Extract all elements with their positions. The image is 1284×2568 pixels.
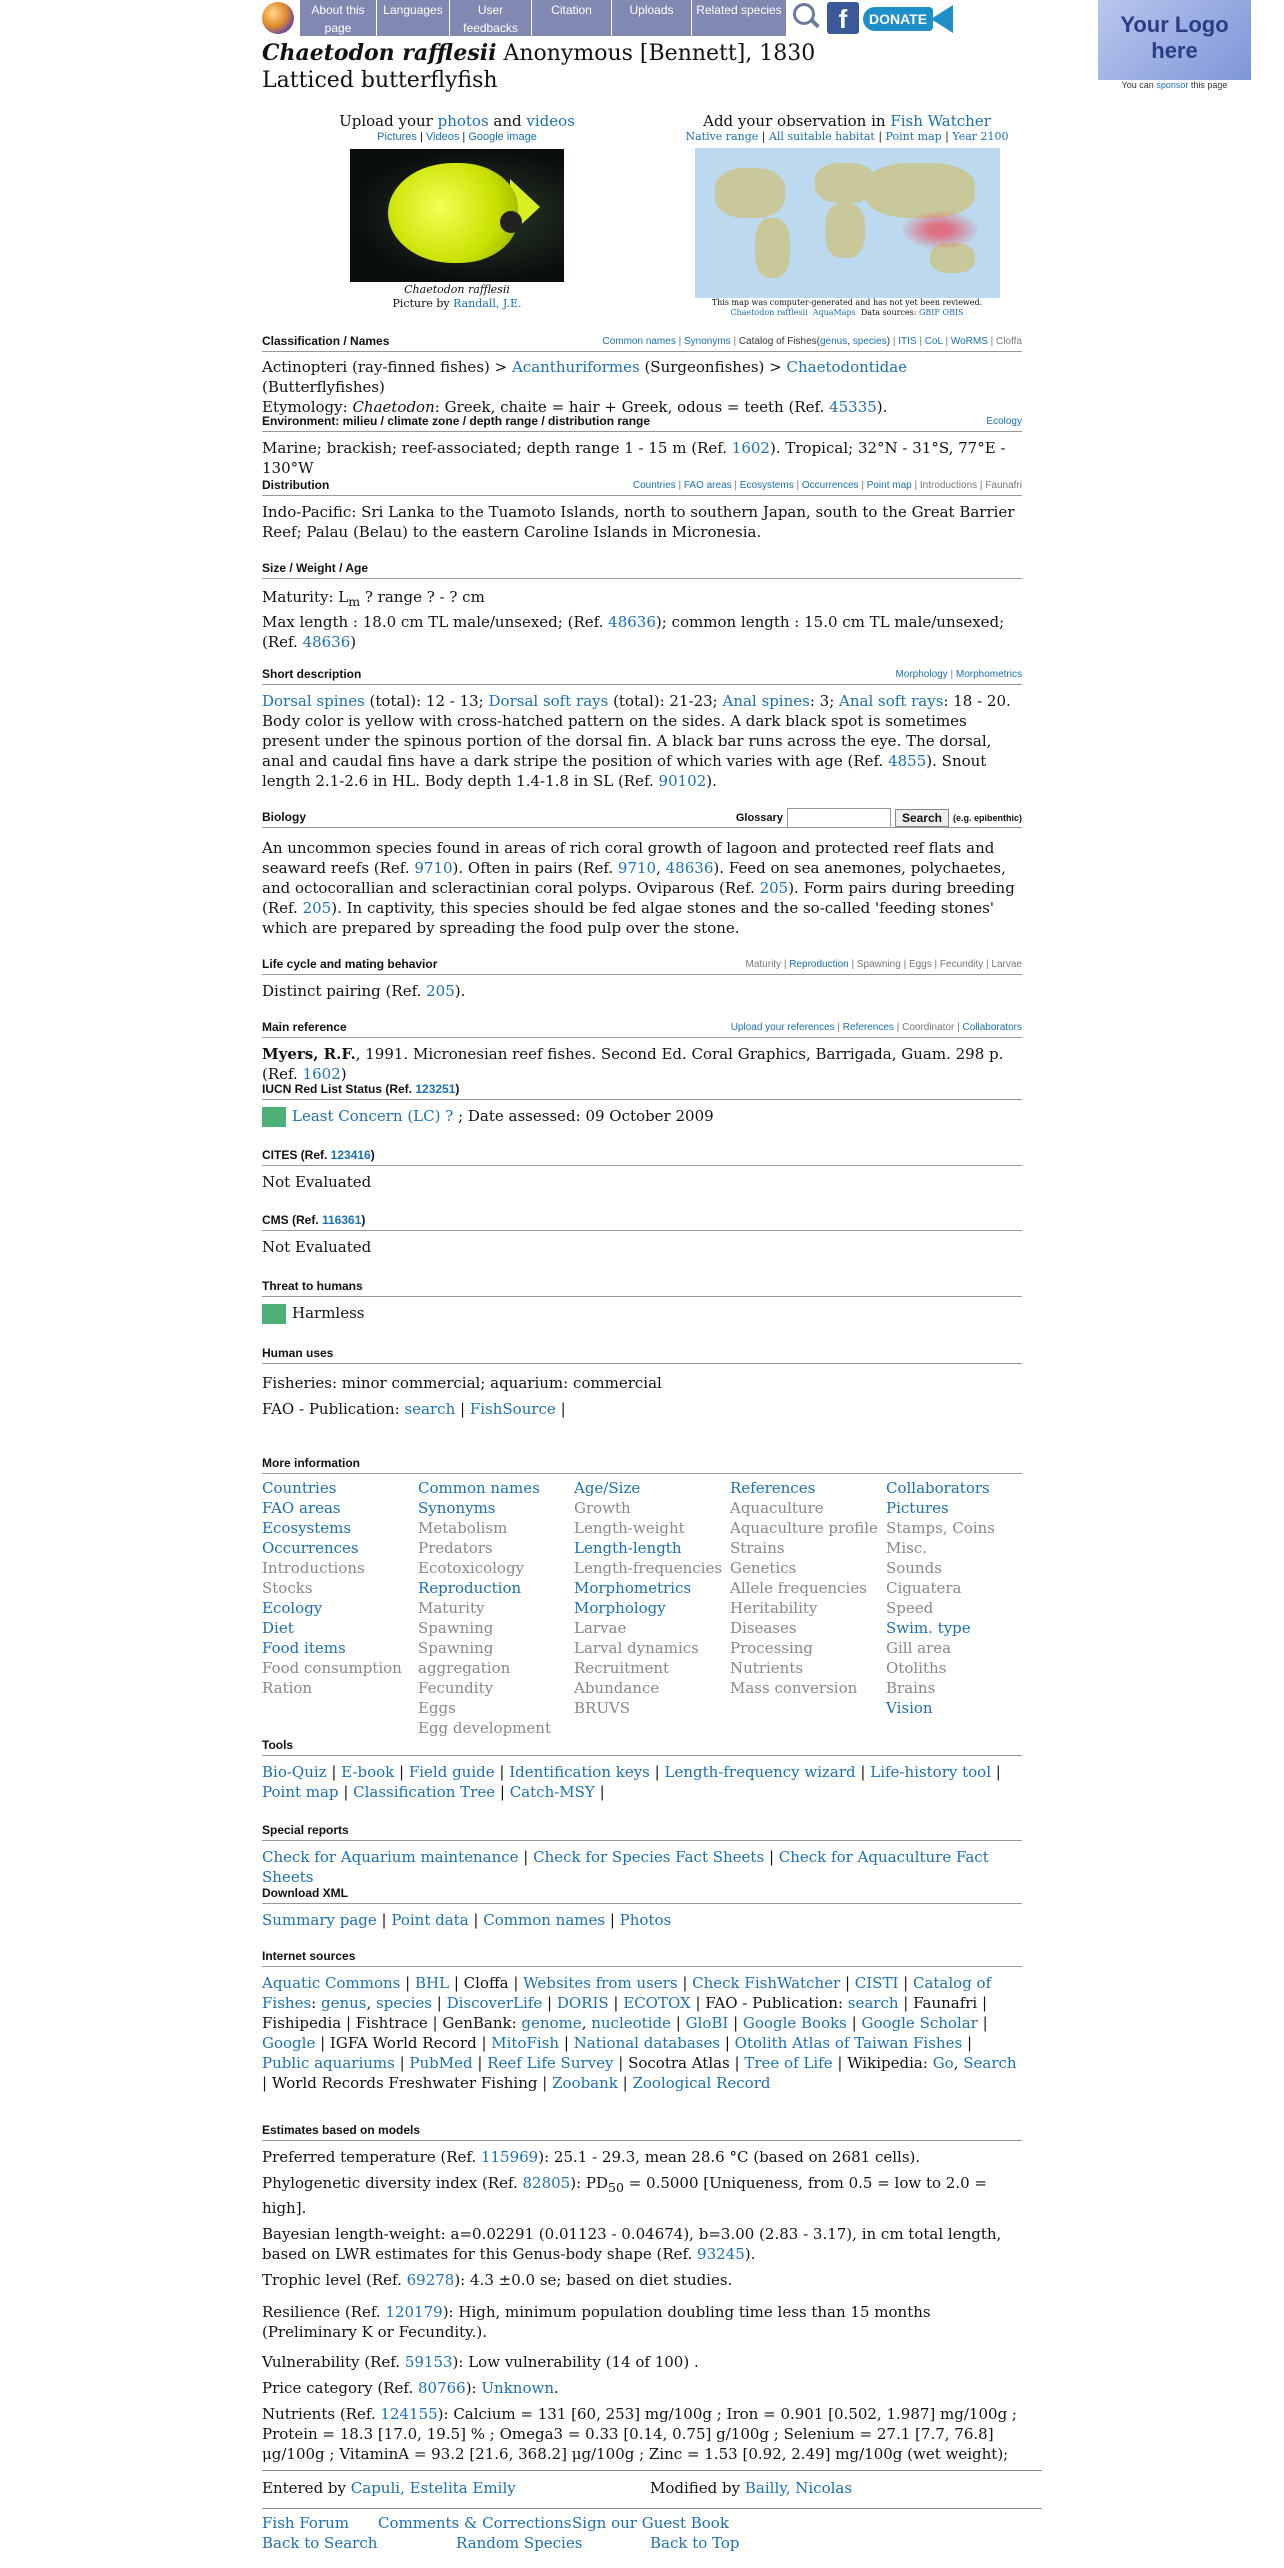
source-link[interactable]: nucleotide xyxy=(591,2014,671,2032)
source-link[interactable]: Reef Life Survey xyxy=(487,2054,614,2072)
aquamaps-species-link[interactable]: Chaetodon rafflesii xyxy=(730,308,808,317)
threat-section: Threat to humans Harmless xyxy=(262,1279,1022,1324)
gbif-link[interactable]: GBIF xyxy=(919,308,940,317)
tool-link[interactable]: Length-frequency wizard xyxy=(664,1763,856,1781)
more-info-item: Larval dynamics xyxy=(574,1639,699,1657)
more-info-link[interactable]: Morphology xyxy=(574,1599,666,1617)
ref-link[interactable]: 1602 xyxy=(731,439,770,457)
source-link[interactable]: Search xyxy=(963,2054,1017,2072)
source-link[interactable]: Google Books xyxy=(742,2014,847,2032)
ref-link[interactable]: 123251 xyxy=(415,1082,456,1096)
more-info-item: Stocks xyxy=(262,1579,313,1597)
more-info-item: Aquaculture xyxy=(730,1499,824,1517)
common-names-link[interactable]: Common names xyxy=(602,336,676,347)
itis-link[interactable]: ITIS xyxy=(898,336,917,347)
obis-link[interactable]: OBIS xyxy=(942,308,964,317)
anal-spines-link[interactable]: Anal spines xyxy=(722,692,810,710)
more-info-column xyxy=(574,1478,730,1738)
xml-point-data-link[interactable]: Point data xyxy=(391,1911,469,1929)
more-info-item: Spawning xyxy=(418,1639,494,1657)
source-link[interactable]: ECOTOX xyxy=(623,1994,691,2012)
upload-panel: Upload your photos and videos Pictures | Videos | Google image Chaetodon rafflesii Picture by Randall, J.E. xyxy=(262,112,652,311)
source-link[interactable]: Go xyxy=(932,2054,954,2072)
source-link[interactable]: CISTI xyxy=(854,1974,899,1992)
more-info-link[interactable]: Countries xyxy=(262,1479,337,1497)
special-reports-section: Special reports Check for Aquarium maintenance | Check for Species Fact Sheets | Check for Aquaculture Fact Sheets xyxy=(262,1823,1022,1887)
nav-related-species-button[interactable]: Related species xyxy=(692,0,787,36)
distribution-section: Distribution Countries | FAO areas | Ecosystems | Occurrences | Point map | Introductions | Faunafri Indo-Pacific: Sri Lanka to the Tuamoto Islands, north to southern Japan, south to the Great Barrier Reef; Palau (Belau) to the eastern Caroline Islands in Micronesia. xyxy=(262,478,1022,541)
worms-link[interactable]: WoRMS xyxy=(950,336,988,347)
more-info-item: Sounds xyxy=(886,1559,942,1577)
occurrences-link[interactable]: Occurrences xyxy=(801,480,859,491)
more-info-item: Nutrients xyxy=(730,1659,804,1677)
fao-search-link[interactable]: search xyxy=(404,1400,456,1418)
species-author: Anonymous [Bennett], 1830 xyxy=(496,41,816,66)
photo-caption: Chaetodon rafflesii xyxy=(404,283,510,296)
source-link[interactable]: PubMed xyxy=(409,2054,473,2072)
size-section: Size / Weight / Age Maturity: $L_m$ ? range ? - ? cm Max length : 18.0 cm TL male/unsexed; (Ref. 48636); common length : 15.0 cm TL male/unsexed; (Ref. 48636) xyxy=(262,561,1022,652)
modified-by-link[interactable]: Bailly, Nicolas xyxy=(744,2479,853,2497)
more-info-link[interactable]: Ecology xyxy=(262,1599,323,1617)
source-link[interactable]: Websites from users xyxy=(523,1974,678,1992)
tool-link[interactable]: Catch-MSY xyxy=(509,1783,595,1801)
more-info-link[interactable]: Common names xyxy=(418,1479,540,1497)
xml-summary-link[interactable]: Summary page xyxy=(262,1911,377,1929)
short-description-section: Short description Morphology | Morphometrics Dorsal spines (total): 12 - 13; Dorsal soft rays (total): 21-23; Anal spines: 3; Anal soft rays: 18 - 20. Body color is yellow with cross-hatched pattern on the sides. A dark black spot is sometimes present under the spinous portion of the dorsal fin. A black bar runs across the eye. The dorsal, anal and caudal fins have a dark stripe the position of which varies with age (Ref. 4855). Snout length 2.1-2.6 in HL. Body depth 1.4-1.8 in SL (Ref. 90102). xyxy=(262,667,1022,790)
videos-link[interactable]: videos xyxy=(526,112,575,130)
ref-link[interactable]: 48636 xyxy=(608,613,656,631)
source-link[interactable]: BHL xyxy=(414,1974,450,1992)
glossary-search-input[interactable] xyxy=(787,808,891,828)
more-info-link[interactable]: Vision xyxy=(886,1699,933,1717)
biology-section: Biology Glossary Search (e.g. epibenthic) An uncommon species found in areas of rich coral growth of lagoon and protected reef flats and seaward reefs (Ref. 9710). Often in pairs (Ref. 9710, 48636). Feed on sea anemones, polychaetes, and octocorallian and scleractinian coral polyps. Oviparous (Ref. 205). Form pairs during breeding (Ref. 205). In captivity, this species should be fed algae stones and the so-called 'feeding stones' which are prepared by spreading the food pulp over the stone. xyxy=(262,810,1022,937)
source-link[interactable]: Aquatic Commons xyxy=(262,1974,401,1992)
life-cycle-section: Life cycle and mating behavior Maturity | Reproduction | Spawning | Eggs | Fecundity | Larvae Distinct pairing (Ref. 205). xyxy=(262,957,1022,1000)
source-link[interactable]: GloBI xyxy=(685,2014,729,2032)
more-info-link[interactable]: Pictures xyxy=(886,1499,949,1517)
family-link[interactable]: Chaetodontidae xyxy=(786,358,908,376)
more-info-column xyxy=(418,1478,574,1738)
entered-by-link[interactable]: Capuli, Estelita Emily xyxy=(350,2479,516,2497)
more-info-link[interactable]: Food items xyxy=(262,1639,346,1657)
fao-areas-link[interactable]: FAO areas xyxy=(683,480,732,491)
tool-link[interactable]: Identification keys xyxy=(509,1763,650,1781)
nav-user-feedbacks-button[interactable]: User feedbacks xyxy=(450,0,532,36)
source-link[interactable]: MitoFish xyxy=(491,2034,560,2052)
source-link[interactable]: Public aquariums xyxy=(262,2054,395,2072)
more-info-link[interactable]: FAO areas xyxy=(262,1499,341,1517)
source-link[interactable]: genome xyxy=(521,2014,582,2032)
source-link[interactable]: species xyxy=(376,1994,432,2012)
nav-about-button[interactable]: About this page xyxy=(300,0,377,36)
classification-section: Classification / Names Common names | Synonyms | Catalog of Fishes(genus, species) | ITIS | CoL | WoRMS | Cloffa Actinopteri (ray-finned fishes) > Acanthuriformes (Surgeonfishes) > Chaetodontidae (Butterflyfishes) Etymology: Chaetodon: Greek, chaite = hair + Greek, odous = teeth (Ref. 45335). xyxy=(262,334,1022,416)
more-info-item: Brains xyxy=(886,1679,936,1697)
more-info-item: Genetics xyxy=(730,1559,797,1577)
nav-uploads-button[interactable]: Uploads xyxy=(612,0,692,36)
fish-forum-link[interactable]: Fish Forum xyxy=(262,2514,350,2532)
ref-link[interactable]: 120179 xyxy=(385,2303,443,2321)
page-title xyxy=(262,40,815,94)
tool-link[interactable]: Life-history tool xyxy=(870,1763,992,1781)
source-link[interactable]: genus xyxy=(320,1994,367,2012)
more-info-link[interactable]: References xyxy=(730,1479,816,1497)
more-info-item: Otoliths xyxy=(886,1659,947,1677)
more-info-item: Aquaculture profile xyxy=(730,1519,878,1537)
ref-link[interactable]: 9710 xyxy=(414,859,453,877)
tool-link[interactable]: Point map xyxy=(262,1783,339,1801)
more-info-item: Larvae xyxy=(574,1619,627,1637)
tool-link[interactable]: Field guide xyxy=(408,1763,495,1781)
pictures-link[interactable]: Pictures xyxy=(377,131,417,143)
observation-panel: Add your observation in Fish Watcher Native range | All suitable habitat | Point map | Year 2100 This map was computer-generated and has not yet been reviewed. Chaetodon rafflesii AquaMaps Data sources: GBIF OBIS xyxy=(652,112,1042,318)
more-info-item: Food consumption xyxy=(262,1659,402,1677)
estimates-section: Estimates based on models Preferred temperature (Ref. 115969): 25.1 - 29.3, mean 28.6 °C (based on 2681 cells). Phylogenetic diversity index (Ref. 82805): $PD_{50} = 0.5000$ [Uniqueness, from 0.5 = low to 2.0 = high]. Bayesian length-weight: a=0.02291 (0.01123 - 0.04674), b=3.00 (2.83 - 3.17), in cm total length, based on LWR estimates for this Genus-body shape (Ref. 93245). Trophic level (Ref. 69278): 4.3 ±0.0 se; based on diet studies. Resilience (Ref. 120179): High, minimum population doubling time less than 15 months (Preliminary K or Fecundity.). Vulnerability (Ref. 59153): Low vulnerability (14 of 100) . Price category (Ref. 80766): Unknown. Nutrients (Ref. 124155): Calcium = 131 [60, 253] mg/100g ; Iron = 0.901 [0.502, 1.987] mg/100g ; Protein = 18.3 [17.0, 19.5] % ; Omega3 = 0.33 [0.14, 0.75] g/100g ; Selenium = 27.1 [7.7, 76.8] μg/100g ; VitaminA = 93.2 [21.6, 368.2] μg/100g ; Zinc = 1.53 [0.92, 2.49] mg/100g (wet weight); xyxy=(262,2123,1022,2464)
fishsource-link[interactable]: FishSource xyxy=(469,1400,556,1418)
photos-link[interactable]: photos xyxy=(437,112,489,130)
more-info-item: Strains xyxy=(730,1539,785,1557)
more-information-section: More information Countries FAO areas Ecosystems Occurrences Introductions Stocks Ecology Diet Food items Food consumption Ration Common names Synonyms Metabolism Predators Ecotoxicology Reproduction Maturity Spawning Spawning aggregation Fecundity Eggs Egg development Age/Size Growth Length-weight Length-length Length-frequencies Morphometrics Morphology Larvae Larval dynamics Recruitment Abundance BRUVS References Aquaculture Aquaculture profile Strains Genetics Allele frequencies Heritability Diseases Processing Nutrients Mass conversion Collaborators Pictures Stamps, Coins Misc. Sounds Ciguatera Speed Swim. type Gill area Otoliths Brains Vision xyxy=(262,1456,1022,1738)
ref-link[interactable]: 59153 xyxy=(404,2353,453,2371)
more-info-link[interactable]: Synonyms xyxy=(418,1499,496,1517)
more-info-item: Stamps, Coins Misc. xyxy=(886,1519,995,1557)
ref-link[interactable]: 48636 xyxy=(665,859,714,877)
photographer-link[interactable]: Randall, J.E. xyxy=(453,297,522,310)
col-link[interactable]: CoL xyxy=(924,336,943,347)
ref-link[interactable]: 123416 xyxy=(330,1148,371,1162)
xml-photos-link[interactable]: Photos xyxy=(619,1911,672,1929)
more-info-item: Eggs xyxy=(418,1699,456,1717)
videos-sublink[interactable]: Videos xyxy=(425,131,460,143)
fish-photo[interactable] xyxy=(350,149,564,282)
donate-button[interactable]: DONATE xyxy=(863,3,955,33)
ecosystems-link[interactable]: Ecosystems xyxy=(739,480,794,491)
references-link[interactable]: References xyxy=(842,1022,894,1033)
ref-link[interactable]: 124155 xyxy=(380,2405,438,2423)
source-link[interactable]: Zoological Record xyxy=(632,2074,771,2092)
more-info-link[interactable]: Reproduction xyxy=(418,1579,522,1597)
tools-section: Tools Bio-Quiz | E-book | Field guide | Identification keys | Length-frequency wizard | Life-history tool | Point map | Classification Tree | Catch-MSY | xyxy=(262,1738,1022,1802)
ref-link[interactable]: 82805 xyxy=(522,2174,571,2192)
ref-link[interactable]: 48636 xyxy=(302,633,351,651)
more-info-column xyxy=(886,1478,1036,1738)
ref-link[interactable]: 116361 xyxy=(322,1213,362,1227)
more-info-item: Ration xyxy=(262,1679,313,1697)
more-info-item: Introductions xyxy=(262,1559,365,1577)
google-image-link[interactable]: Google image xyxy=(468,131,537,143)
species-link[interactable]: species xyxy=(852,336,887,347)
more-info-column xyxy=(730,1478,886,1738)
anal-soft-rays-link[interactable]: Anal soft rays xyxy=(839,692,944,710)
more-info-item: Abundance xyxy=(574,1679,660,1697)
native-range-link[interactable]: Native range xyxy=(685,130,759,143)
more-info-item: Maturity xyxy=(418,1599,485,1617)
more-info-item: aggregation xyxy=(418,1659,511,1677)
source-link[interactable]: Catalog of Fishes xyxy=(262,1974,992,2012)
more-info-item: Processing xyxy=(730,1639,814,1657)
ref-link[interactable]: 69278 xyxy=(406,2271,455,2289)
more-info-link[interactable]: Swim. type xyxy=(886,1619,971,1637)
more-info-item: Metabolism xyxy=(418,1519,508,1537)
download-xml-section: Download XML Summary page | Point data | Common names | Photos xyxy=(262,1886,1022,1930)
year-2100-link[interactable]: Year 2100 xyxy=(952,130,1009,143)
least-concern-badge xyxy=(262,1107,286,1127)
more-info-item: Diseases xyxy=(730,1619,797,1637)
iucn-section: IUCN Red List Status (Ref. 123251) Least Concern (LC) ? ; Date assessed: 09 October 2009 xyxy=(262,1082,1022,1127)
price-unknown-link[interactable]: Unknown xyxy=(481,2379,554,2397)
ref-link[interactable]: 115969 xyxy=(480,2148,539,2166)
search-icon[interactable] xyxy=(789,0,823,34)
source-link[interactable]: Check FishWatcher xyxy=(692,1974,841,1992)
more-info-item: Mass conversion xyxy=(730,1679,858,1697)
common-name: Latticed butterflyfish xyxy=(262,68,498,93)
more-info-item: BRUVS xyxy=(574,1699,631,1717)
harmless-badge xyxy=(262,1304,286,1324)
distribution-map[interactable] xyxy=(695,148,1000,298)
reproduction-link[interactable]: Reproduction xyxy=(789,959,849,970)
ref-link[interactable]: 4855 xyxy=(888,752,927,770)
footer: Entered by Capuli, Estelita Emily Modified by Bailly, Nicolas Fish Forum Comments & Corrections Sign our Guest Book Back to Search Random Species Back to Top xyxy=(262,2470,1042,2553)
more-info-item: Gill area xyxy=(886,1639,952,1657)
ref-link[interactable]: 205 xyxy=(426,982,455,1000)
human-uses-section: Human uses Fisheries: minor commercial; aquarium: commercial FAO - Publication: search | FishSource | xyxy=(262,1346,1022,1422)
order-link[interactable]: Acanthuriformes xyxy=(511,358,640,376)
cites-section: CITES (Ref. 123416) Not Evaluated xyxy=(262,1148,1022,1192)
more-info-link[interactable]: Collaborators xyxy=(886,1479,990,1497)
more-information-grid xyxy=(262,1478,1022,1738)
ref-link[interactable]: 80766 xyxy=(417,2379,466,2397)
more-info-item: Ecotoxicology xyxy=(418,1559,525,1577)
iucn-status-link[interactable]: Least Concern (LC) xyxy=(292,1107,441,1125)
upload-references-link[interactable]: Upload your references xyxy=(730,1022,835,1033)
more-info-link[interactable]: Occurrences xyxy=(262,1539,359,1557)
species-name: Chaetodon rafflesii xyxy=(262,40,497,66)
ref-link[interactable]: 90102 xyxy=(658,772,707,790)
more-info-item: Ciguatera xyxy=(886,1579,962,1597)
tool-link[interactable]: Classification Tree xyxy=(353,1783,496,1801)
fish-watcher-link[interactable]: Fish Watcher xyxy=(890,112,991,130)
back-to-search-link[interactable]: Back to Search xyxy=(262,2534,378,2552)
more-info-item: Heritability xyxy=(730,1599,818,1617)
back-to-top-link[interactable]: Back to Top xyxy=(650,2534,740,2552)
nav-languages-button[interactable]: Languages xyxy=(377,0,450,36)
source-link[interactable]: search xyxy=(847,1994,899,2012)
sponsor-caption: You can sponsor this page xyxy=(1121,80,1228,90)
sponsor-link[interactable]: sponsor xyxy=(1156,80,1189,90)
ref-link[interactable]: 9710 xyxy=(617,859,657,877)
map-note: This map was computer-generated and has not yet been reviewed. xyxy=(711,298,983,307)
internet-sources-section: Internet sources Aquatic Commons | BHL | Cloffa | Websites from users | Check FishWatcher | CISTI | Catalog of Fishes: genus, species | DiscoverLife | DORIS | ECOTOX | FAO - Publication: search | Faunafri | Fishipedia | Fishtrace | GenBank: genome, nucleotide | GloBI | Google Books | Google Scholar | Google | IGFA World Record | MitoFish | National databases | Otolith Atlas of Taiwan Fishes | Public aquariums | PubMed | Reef Life Survey | Socotra Atlas | Tree of Life | Wikipedia: Go, Search | World Records Freshwater Fishing | Zoobank | Zoological Record xyxy=(262,1949,1022,2093)
point-map-link[interactable]: Point map xyxy=(866,480,912,491)
random-species-link[interactable]: Random Species xyxy=(456,2534,583,2552)
glossary-search-button[interactable]: Search xyxy=(895,809,949,827)
more-info-item: Length-weight xyxy=(574,1519,685,1537)
source-link[interactable]: Zoobank xyxy=(552,2074,618,2092)
aquamaps-link[interactable]: AquaMaps xyxy=(812,308,856,317)
top-navigation xyxy=(262,0,955,36)
ref-link[interactable]: 45335 xyxy=(829,398,877,416)
source-link[interactable]: Otolith Atlas of Taiwan Fishes xyxy=(734,2034,963,2052)
species-fact-sheets-link[interactable]: Check for Species Fact Sheets xyxy=(533,1848,765,1866)
guest-book-link[interactable]: Sign our Guest Book xyxy=(572,2514,729,2532)
ecology-link[interactable]: Ecology xyxy=(986,416,1022,427)
source-link[interactable]: Google xyxy=(262,2034,316,2052)
morphology-link[interactable]: Morphology xyxy=(895,669,948,680)
point-map-link[interactable]: Point map xyxy=(885,130,942,143)
source-link[interactable]: National databases xyxy=(573,2034,721,2052)
more-info-item: Egg development xyxy=(418,1719,551,1737)
morphometrics-link[interactable]: Morphometrics xyxy=(955,669,1022,680)
source-link[interactable]: Google Scholar xyxy=(861,2014,978,2032)
tool-link[interactable]: E-book xyxy=(341,1763,395,1781)
dorsal-spines-link[interactable]: Dorsal spines xyxy=(262,692,365,710)
ref-link[interactable]: 205 xyxy=(759,879,789,897)
ref-link[interactable]: 205 xyxy=(302,899,332,917)
dorsal-soft-rays-link[interactable]: Dorsal soft rays xyxy=(488,692,609,710)
iucn-help-link[interactable]: ? xyxy=(445,1107,454,1125)
synonyms-link[interactable]: Synonyms xyxy=(683,336,731,347)
sponsor-logo-placeholder[interactable]: Your Logo here xyxy=(1098,0,1251,80)
xml-common-names-link[interactable]: Common names xyxy=(483,1911,606,1929)
aquaculture-fact-sheets-link[interactable]: Check for Aquaculture Fact Sheets xyxy=(262,1848,989,1886)
source-link[interactable]: Tree of Life xyxy=(744,2054,833,2072)
more-info-item: Recruitment xyxy=(574,1659,670,1677)
distribution-text: Indo-Pacific: Sri Lanka to the Tuamoto Islands, north to southern Japan, south to the Great Barrier Reef; Palau (Belau) to the eastern Caroline Islands in Micronesia. xyxy=(262,503,1015,541)
suitable-habitat-link[interactable]: All suitable habitat xyxy=(768,130,875,143)
more-info-item: Spawning xyxy=(418,1619,494,1637)
environment-section: Environment: milieu / climate zone / depth range / distribution range Ecology Marine; brackish; reef-associated; depth range 1 - 15 m (Ref. 1602). Tropical; 32°N - 31°S, 77°E - 130°W xyxy=(262,414,1022,477)
comments-link[interactable]: Comments & Corrections xyxy=(378,2514,572,2532)
more-info-link[interactable]: Ecosystems xyxy=(262,1519,352,1537)
nav-citation-button[interactable]: Citation xyxy=(532,0,612,36)
cms-section: CMS (Ref. 116361) Not Evaluated xyxy=(262,1213,1022,1257)
facebook-icon[interactable]: f xyxy=(827,2,859,34)
source-link[interactable]: DiscoverLife xyxy=(446,1994,543,2012)
more-info-link[interactable]: Diet xyxy=(262,1619,294,1637)
collaborators-link[interactable]: Collaborators xyxy=(962,1022,1022,1033)
source-link[interactable]: DORIS xyxy=(556,1994,609,2012)
countries-link[interactable]: Countries xyxy=(632,480,676,491)
fishbase-globe-icon[interactable] xyxy=(262,2,294,34)
ref-link[interactable]: 93245 xyxy=(697,2245,745,2263)
more-info-column xyxy=(262,1478,418,1738)
main-reference-section: Main reference Upload your references | References | Coordinator | Collaborators Myers, R.F., 1991. Micronesian reef fishes. Second Ed. Coral Graphics, Barrigada, Guam. 298 p. (Ref. 1602) xyxy=(262,1020,1022,1083)
more-info-item: Speed xyxy=(886,1599,934,1617)
more-info-item: Growth xyxy=(574,1499,631,1517)
ref-link[interactable]: 1602 xyxy=(302,1065,341,1083)
more-info-item: Fecundity xyxy=(418,1679,494,1697)
aquarium-report-link[interactable]: Check for Aquarium maintenance xyxy=(262,1848,519,1866)
more-info-item: Length-frequencies xyxy=(574,1559,723,1577)
genus-link[interactable]: genus xyxy=(819,336,848,347)
more-info-link[interactable]: Length-length xyxy=(574,1539,682,1557)
tool-link[interactable]: Bio-Quiz xyxy=(262,1763,327,1781)
more-info-link[interactable]: Age/Size xyxy=(574,1479,641,1497)
more-info-link[interactable]: Morphometrics xyxy=(574,1579,692,1597)
more-info-item: Allele frequencies xyxy=(730,1579,867,1597)
more-info-item: Predators xyxy=(418,1539,493,1557)
